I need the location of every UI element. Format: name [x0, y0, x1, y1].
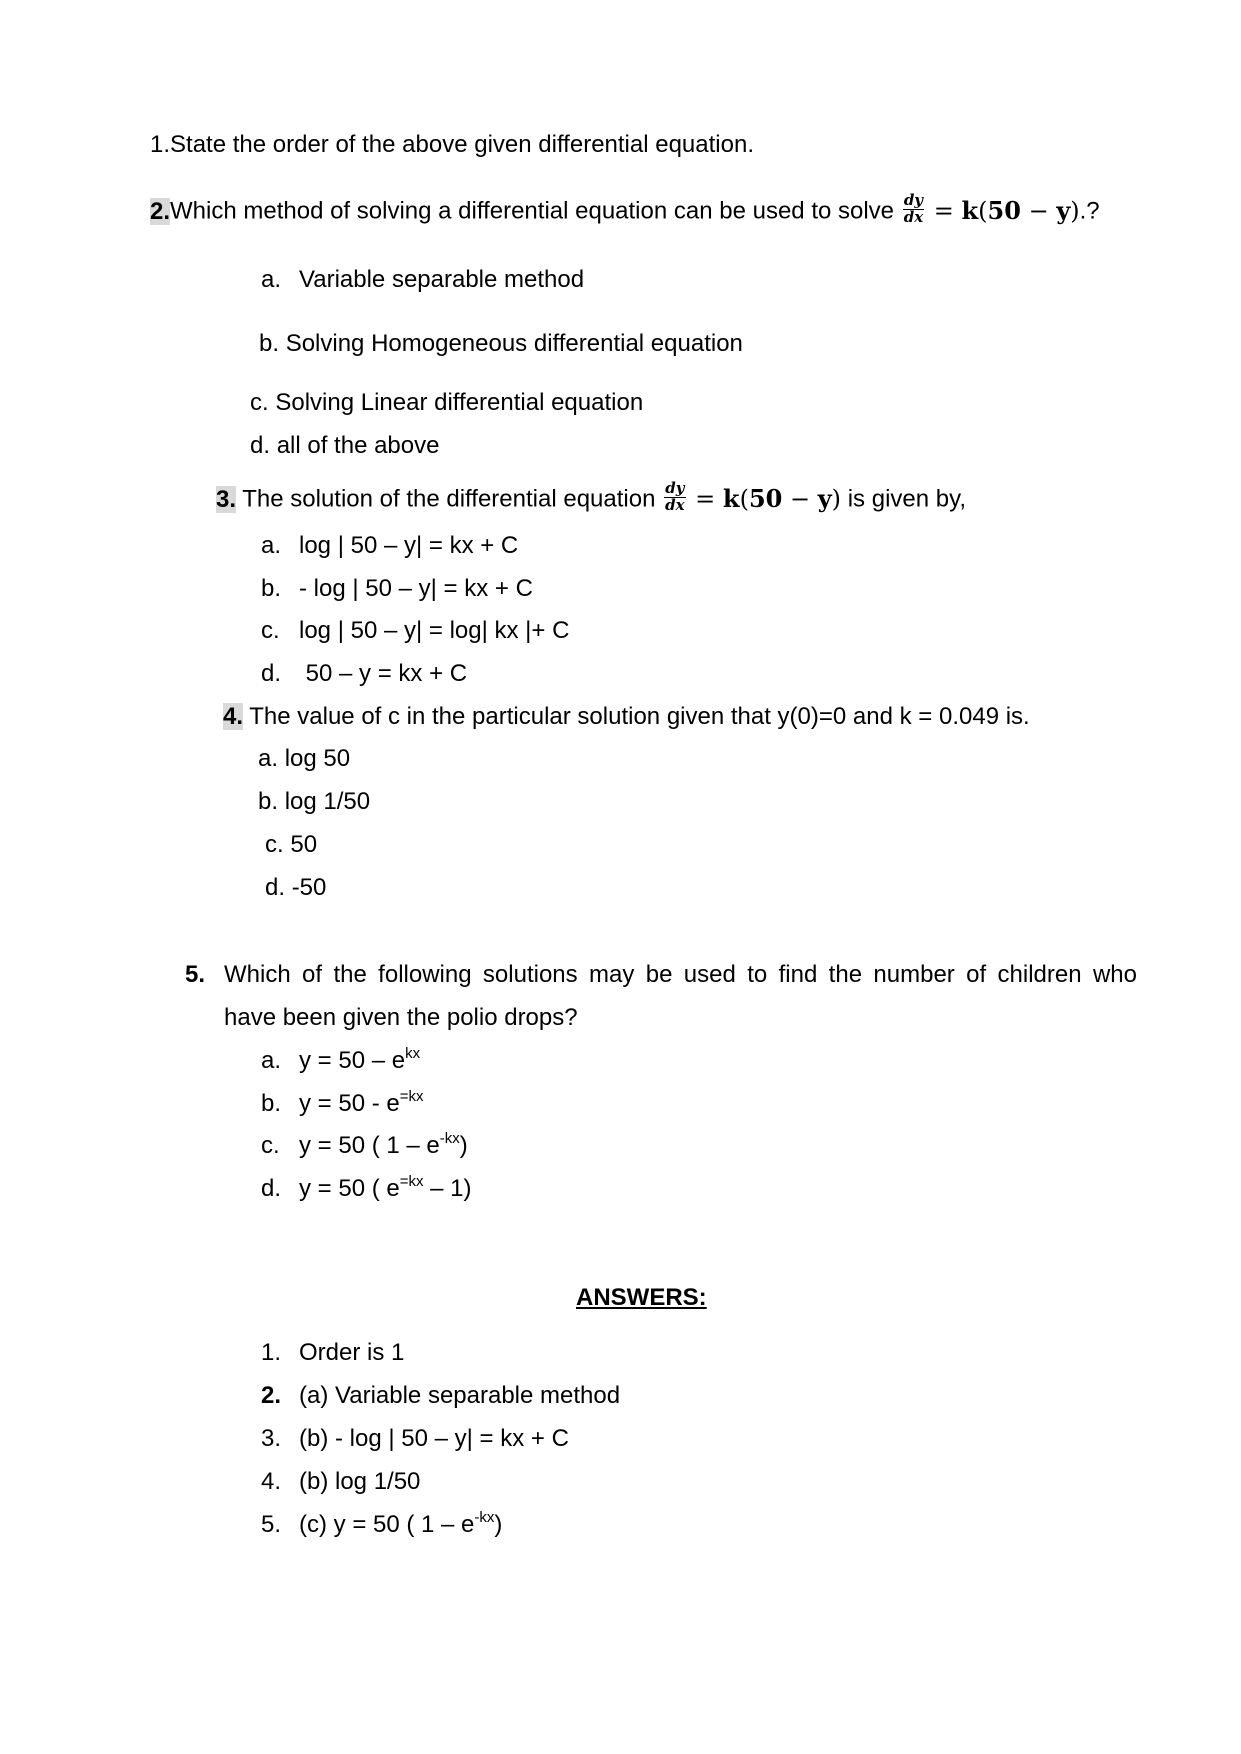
option-letter: c.	[265, 831, 284, 858]
answer-text: (a) Variable separable method	[299, 1382, 621, 1409]
q4-option-d	[265, 876, 326, 900]
option-text: y = 50 ( e	[299, 1175, 400, 1202]
question-4	[223, 705, 1030, 729]
minus-sign: −	[782, 484, 818, 513]
option-letter: d.	[261, 1175, 282, 1202]
answer-text: (b) - log | 50 – y| = kx + C	[299, 1425, 569, 1452]
answers-title: ANSWERS:	[576, 1284, 707, 1311]
question-5-line-2: have been given the polio drops?	[224, 1004, 578, 1031]
option-letter: c.	[250, 389, 269, 416]
option-letter: b.	[261, 575, 282, 602]
option-letter: a.	[258, 745, 279, 772]
question-4-text: The value of c in the particular solution given that y(0)=0 and k = 0.049 is.	[243, 703, 1030, 730]
question-3-text: The solution of the differential equation	[236, 485, 663, 513]
constant-50: 50	[987, 195, 1021, 225]
option-text-end: )	[459, 1132, 468, 1159]
option-text: log | 50 – y| = log| kx |+ C	[299, 617, 570, 644]
q5-option-d	[261, 1173, 472, 1202]
question-3	[216, 479, 966, 517]
paren-close: )	[1070, 196, 1080, 225]
option-text: log 50	[284, 745, 351, 772]
equals-sign: =	[687, 484, 723, 513]
answer-number: 4.	[261, 1468, 282, 1495]
q3-option-d	[261, 662, 467, 686]
question-3-number: 3.	[216, 485, 237, 513]
exponent: =kx	[399, 1088, 424, 1105]
question-2-number: 2.	[150, 197, 171, 225]
constant-50: 50	[748, 483, 783, 513]
answer-5	[261, 1509, 503, 1538]
answer-number: 2.	[261, 1382, 282, 1409]
option-text-end: – 1)	[423, 1175, 472, 1202]
exponent: -kx	[474, 1509, 495, 1526]
option-text: y = 50 – e	[299, 1047, 406, 1074]
constant-k: k	[722, 483, 740, 513]
variable-y: y	[817, 483, 832, 513]
q5-option-c	[261, 1130, 468, 1159]
q3-option-b	[261, 577, 533, 601]
answer-number: 3.	[261, 1425, 282, 1452]
answer-3	[261, 1427, 569, 1451]
q3-option-c	[261, 619, 569, 643]
equation-rhs	[926, 197, 1080, 225]
minus-sign: −	[1020, 196, 1057, 225]
question-2-text: Which method of solving a differential equation can be used to solve	[170, 197, 901, 225]
exponent: kx	[405, 1045, 421, 1062]
option-text: y = 50 - e	[299, 1090, 400, 1117]
q2-option-b	[259, 332, 743, 356]
answer-text-end: )	[494, 1511, 503, 1538]
answer-2	[261, 1384, 620, 1408]
constant-k: k	[961, 195, 979, 225]
answer-4	[261, 1470, 420, 1494]
question-1-text: 1.State the order of the above given differential equation.	[150, 131, 754, 158]
answer-text: (b) log 1/50	[299, 1468, 421, 1495]
exponent: -kx	[439, 1130, 460, 1147]
answer-text: (c) y = 50 ( 1 – e	[299, 1511, 475, 1538]
fraction-denominator: dx	[665, 495, 685, 514]
q3-option-a	[261, 534, 518, 558]
option-text: Variable separable method	[299, 266, 585, 293]
paren-open: (	[739, 484, 749, 513]
q5-option-a	[261, 1045, 421, 1074]
fraction-numerator: dy	[903, 191, 924, 209]
option-text: y = 50 ( 1 – e	[299, 1132, 440, 1159]
variable-y: y	[1056, 195, 1071, 225]
option-text: 50	[290, 831, 318, 858]
paren-close: )	[831, 484, 842, 513]
option-letter: d.	[265, 874, 286, 901]
option-text: -50	[291, 874, 327, 901]
question-3-suffix: is given by,	[841, 485, 966, 513]
question-1	[150, 133, 754, 157]
question-5-line-1: Which of the following solutions may be used to find the number of children who	[224, 961, 1137, 988]
paren-open: (	[978, 196, 988, 225]
answer-1	[261, 1341, 404, 1365]
option-text: Solving Linear differential equation	[275, 389, 644, 416]
equation-rhs	[688, 485, 842, 513]
fraction-denominator: dx	[903, 207, 924, 226]
equals-sign: =	[926, 196, 962, 225]
option-text: log | 50 – y| = kx + C	[299, 532, 519, 559]
q4-option-c	[265, 833, 317, 857]
dy-dx-fraction	[664, 481, 685, 514]
question-4-number: 4.	[223, 703, 244, 730]
q4-option-b	[258, 790, 370, 814]
exponent: =kx	[399, 1173, 424, 1190]
option-letter: c.	[261, 617, 280, 644]
answer-number: 5.	[261, 1511, 282, 1538]
option-letter: c.	[261, 1132, 280, 1159]
question-2-suffix: .?	[1079, 197, 1100, 225]
q2-option-d	[250, 434, 439, 458]
option-text: - log | 50 – y| = kx + C	[299, 575, 533, 602]
option-letter: b.	[259, 330, 280, 357]
option-letter: a.	[261, 532, 282, 559]
option-text: all of the above	[276, 432, 440, 459]
option-text: Solving Homogeneous differential equation	[285, 330, 743, 357]
option-letter: a.	[261, 266, 282, 293]
option-letter: b.	[258, 788, 279, 815]
option-letter: a.	[261, 1047, 282, 1074]
q4-option-a	[258, 747, 350, 771]
question-2	[150, 191, 1100, 229]
dy-dx-fraction	[903, 193, 924, 226]
question-5-number: 5.	[185, 961, 206, 988]
answer-text: Order is 1	[299, 1339, 405, 1366]
option-letter: d.	[261, 660, 282, 687]
q2-option-c	[250, 391, 643, 415]
option-text: 50 – y = kx + C	[299, 660, 468, 687]
q2-option-a	[261, 268, 584, 292]
option-text: log 1/50	[284, 788, 371, 815]
answer-number: 1.	[261, 1339, 282, 1366]
q5-option-b	[261, 1088, 424, 1117]
option-letter: b.	[261, 1090, 282, 1117]
option-letter: d.	[250, 432, 271, 459]
fraction-numerator: dy	[665, 479, 685, 497]
